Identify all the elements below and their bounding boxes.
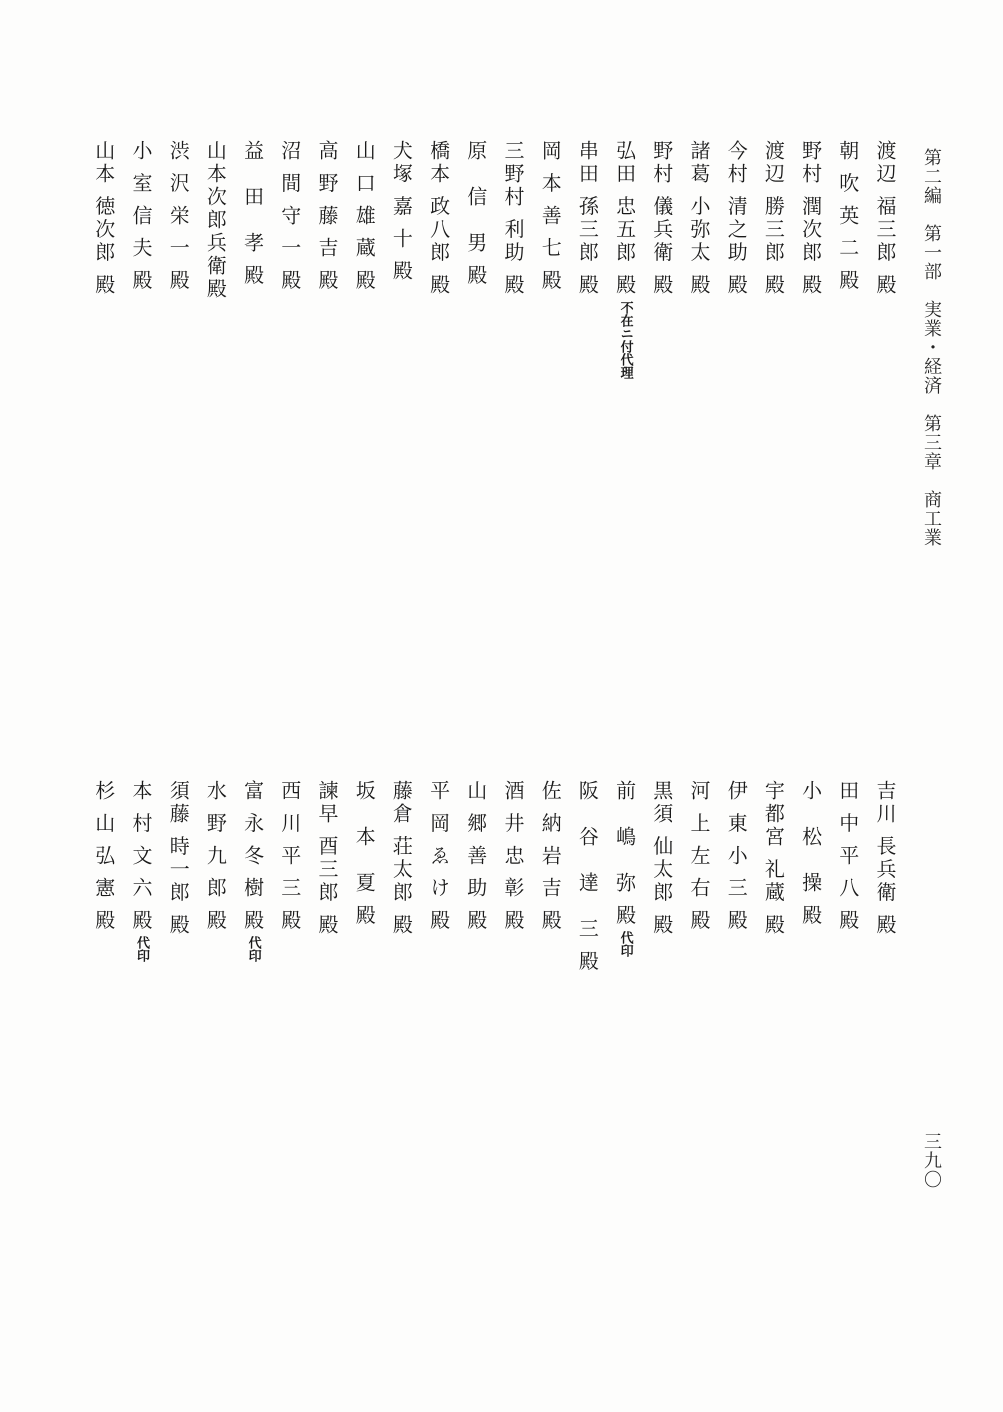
- top-list-entry: [386, 140, 416, 480]
- bottom-list-name: 本 村 文 六 殿: [129, 780, 153, 933]
- top-list-entry: [647, 140, 677, 480]
- bottom-list-name: 伊 東 小 三 殿: [724, 780, 749, 933]
- top-list-entry: [89, 140, 119, 480]
- bottom-list-entry: [647, 780, 677, 1120]
- bottom-list-name: 河 上 左 右 殿: [687, 780, 711, 933]
- top-list-name: 渡辺 福三郎 殿: [873, 140, 897, 297]
- top-list-entry: [610, 140, 640, 480]
- bottom-list-name: 前 嶋 弥 殿: [612, 780, 637, 928]
- top-list-name: 串田 孫三郎 殿: [575, 140, 600, 297]
- top-list-entry: [238, 140, 268, 480]
- running-header: 第二編 第一部 実業・経済 第三章 商工業: [921, 148, 942, 547]
- top-list-entry: [758, 140, 788, 480]
- bottom-list-entry: [461, 780, 491, 1120]
- bottom-list-name: 藤倉 荘太郎 殿: [389, 780, 414, 937]
- name-list-bottom: [78, 780, 900, 1110]
- top-list-entry: [424, 140, 454, 480]
- bottom-list-entry: [163, 780, 193, 1120]
- bottom-list-entry: [126, 780, 156, 1120]
- top-list-name: 弘田 忠五郎 殿: [612, 140, 637, 297]
- bottom-list-entry: [870, 780, 900, 1120]
- top-list-entry: [461, 140, 491, 480]
- top-list-entry: [684, 140, 714, 480]
- top-list-name: 朝 吹 英 二 殿: [835, 140, 860, 293]
- top-list-name: 山本次郎兵衛殿: [203, 140, 228, 301]
- bottom-list-name: 吉川 長兵衛 殿: [873, 780, 897, 937]
- top-list-entry: [275, 140, 305, 480]
- top-list-entry: [163, 140, 193, 480]
- top-list-name: 小 室 信 夫 殿: [129, 140, 153, 293]
- bottom-list-entry: [275, 780, 305, 1120]
- top-list-entry: [535, 140, 565, 480]
- top-list-name: 野村 潤次郎 殿: [798, 140, 823, 297]
- bottom-list-entry: [833, 780, 863, 1120]
- top-list-entry: [870, 140, 900, 480]
- bottom-list-entry: [498, 780, 528, 1120]
- bottom-list-name: 阪 谷 達 三 殿: [575, 780, 600, 974]
- top-list-name: 今村 清之助 殿: [724, 140, 749, 297]
- top-list-name: 三野村 利助 殿: [501, 140, 525, 297]
- bottom-list-name: 須藤 時一郎 殿: [166, 780, 191, 937]
- bottom-list-entry: [312, 780, 342, 1120]
- bottom-list-note: 代印: [134, 936, 149, 963]
- top-list-name: 渋 沢 栄 一 殿: [166, 140, 191, 293]
- top-list-name: 野村 儀兵衛 殿: [649, 140, 674, 297]
- top-list-name: 橋本 政八郎 殿: [426, 140, 451, 297]
- bottom-list-name: 小 松 操 殿: [798, 780, 823, 928]
- top-list-entry: [126, 140, 156, 480]
- bottom-list-name: 西 川 平 三 殿: [277, 780, 302, 933]
- bottom-list-name: 諫早 酉三郎 殿: [315, 780, 339, 937]
- page-number: 三九〇: [921, 1132, 942, 1189]
- top-list-name: 渡辺 勝三郎 殿: [761, 140, 786, 297]
- bottom-list-entry: [424, 780, 454, 1120]
- top-list-name: 高 野 藤 吉 殿: [315, 140, 339, 293]
- bottom-list-name: 酒 井 忠 彰 殿: [501, 780, 525, 933]
- bottom-list-name: 佐 納 岩 吉 殿: [538, 780, 563, 933]
- top-list-entry: [349, 140, 379, 480]
- bottom-list-name: 黒須 仙太郎 殿: [649, 780, 674, 937]
- top-list-entry: [200, 140, 230, 480]
- bottom-list-name: 宇都宮 礼蔵 殿: [761, 780, 786, 937]
- bottom-list-entry: [535, 780, 565, 1120]
- bottom-list-entry: [349, 780, 379, 1120]
- bottom-list-note: 代印: [245, 936, 261, 963]
- top-list-name: 犬塚 嘉 十 殿: [389, 140, 414, 284]
- bottom-list-entry: [386, 780, 416, 1120]
- bottom-list-entry: [721, 780, 751, 1120]
- bottom-list-name: 山 郷 善 助 殿: [463, 780, 488, 933]
- top-list-entry: [796, 140, 826, 480]
- bottom-list-name: 富 永 冬 樹 殿: [240, 780, 265, 933]
- bottom-list-entry: [796, 780, 826, 1120]
- top-list-name: 益 田 孝 殿: [240, 140, 265, 288]
- top-list-entry: [312, 140, 342, 480]
- top-list-entry: [498, 140, 528, 480]
- bottom-list-entry: [610, 780, 640, 1120]
- name-list-top: [78, 140, 900, 470]
- bottom-list-entry: [572, 780, 602, 1120]
- bottom-list-entry: [200, 780, 230, 1120]
- top-list-entry: [721, 140, 751, 480]
- top-list-name: 山 口 雄 蔵 殿: [352, 140, 377, 293]
- top-list-name: 山本 徳次郎 殿: [91, 140, 116, 297]
- top-list-name: 沼 間 守 一 殿: [277, 140, 302, 293]
- bottom-list-entry: [684, 780, 714, 1120]
- bottom-list-name: 水 野 九 郎 殿: [203, 780, 228, 933]
- bottom-list-name: 杉 山 弘 憲 殿: [91, 780, 116, 933]
- top-list-name: 原 信 男 殿: [463, 140, 488, 288]
- bottom-list-name: 田 中 平 八 殿: [835, 780, 860, 933]
- top-list-note: 不在ニ付代理: [617, 300, 633, 379]
- bottom-list-note: 代印: [617, 931, 633, 958]
- bottom-list-name: 平 岡 ゑ け 殿: [426, 780, 451, 933]
- top-list-name: 諸葛 小弥太 殿: [687, 140, 711, 297]
- top-list-entry: [572, 140, 602, 480]
- top-list-entry: [833, 140, 863, 480]
- bottom-list-name: 坂 本 夏 殿: [352, 780, 377, 928]
- bottom-list-entry: [238, 780, 268, 1120]
- bottom-list-entry: [758, 780, 788, 1120]
- bottom-list-entry: [89, 780, 119, 1120]
- top-list-name: 岡 本 善 七 殿: [538, 140, 563, 293]
